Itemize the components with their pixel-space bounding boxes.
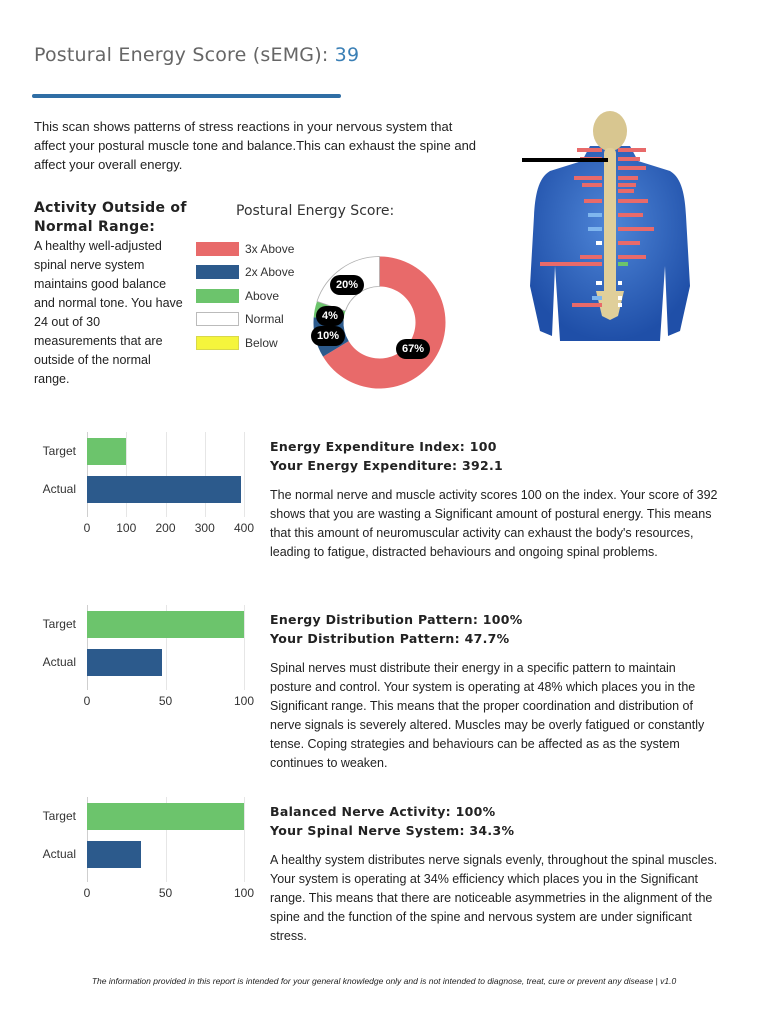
- spine-reading-left: [596, 281, 602, 285]
- legend-label: 3x Above: [245, 241, 295, 256]
- spine-reading-right: [618, 303, 622, 307]
- legend-swatch-3x-above: [196, 242, 239, 256]
- y-category-label: Actual: [42, 847, 76, 861]
- bar-target: [87, 611, 244, 638]
- spine-reading-left: [577, 148, 602, 152]
- x-tick-label: 100: [233, 694, 255, 708]
- page-title-text: Postural Energy Score (sEMG):: [34, 44, 335, 66]
- spine-scan-figure: [520, 106, 700, 341]
- section-heading: Energy Distribution Pattern: 100%: [270, 612, 523, 627]
- section-text: A healthy system distributes nerve signals evenly, throughout the spinal muscles. Your system is operating at 34% efficiency which places you in the Significant range. This means that there are noticeable asymmetries in the alignment of the spine and the function of the spine and nervous system are under significant stress.: [270, 853, 718, 943]
- spine-reading-right: [618, 157, 640, 161]
- pie-legend: [196, 237, 294, 355]
- spine-reading-right: [618, 255, 646, 259]
- x-tick-label: 100: [233, 886, 255, 900]
- pie-data-label: 4%: [316, 306, 344, 326]
- bar-actual: [87, 649, 162, 676]
- x-tick-label: 200: [155, 521, 176, 535]
- spine-reading-left: [596, 241, 602, 245]
- legend-label: Below: [245, 335, 278, 350]
- y-category-label: Target: [42, 617, 76, 631]
- gridline: [126, 432, 127, 517]
- skull-icon: [593, 111, 627, 151]
- energy-expenditure-section: [270, 437, 720, 562]
- legend-item: [196, 284, 294, 308]
- spine-reading-right: [618, 148, 646, 152]
- x-tick-label: 400: [233, 521, 255, 535]
- legend-item: [196, 331, 294, 355]
- posture-score: 39: [334, 44, 360, 66]
- pie-chart-title: Postural Energy Score:: [236, 203, 395, 219]
- energy-distribution-section: [270, 610, 720, 773]
- title-divider: [32, 94, 341, 98]
- gridline: [166, 432, 167, 517]
- section-text: The normal nerve and muscle activity scores 100 on the index. Your score of 392 shows that you are wasting a Significant amount of postural energy. This means that this amount of neuromuscular activity can exhaust the body's resources, leading to fatigue, distracted behaviours and ongoing spinal problems.: [270, 488, 718, 559]
- gridline: [244, 797, 245, 882]
- balanced-nerve-section: [270, 802, 720, 946]
- spine-reading-right: [618, 166, 646, 170]
- spine-reading-right: [618, 281, 622, 285]
- spine-reading-left: [588, 227, 602, 231]
- spine-reading-right: [618, 183, 636, 187]
- spine-reading-left: [582, 183, 602, 187]
- legend-swatch-below: [196, 336, 239, 350]
- gridline: [244, 605, 245, 690]
- legend-swatch-above: [196, 289, 239, 303]
- spine-reading-right: [618, 199, 648, 203]
- legend-label: Normal: [245, 312, 284, 327]
- energy-distribution-chart: [26, 605, 258, 720]
- legend-label: Above: [245, 288, 280, 303]
- balanced-nerve-chart: [26, 797, 258, 912]
- gridline: [205, 432, 206, 517]
- intro-text: This scan shows patterns of stress reactions in your nervous system that affect your postural muscle tone and balance.This can exhaust the spine and affect your overall energy.: [34, 119, 477, 172]
- x-tick-label: 100: [116, 521, 137, 535]
- page-title: [34, 44, 359, 66]
- section-text: Spinal nerves must distribute their energy in a specific pattern to maintain posture and control. Your system is operating at 48% which places you in the Significant range. This means that the proper coordination and distribution of nerve signals is severely altered. Muscles may be overly fatigued or constantly tense. Coping strategies and behaviours can be affected as as the system continues to weaken.: [270, 661, 705, 770]
- legend-swatch-2x-above: [196, 265, 239, 279]
- spine-reading-right: [618, 262, 628, 266]
- x-tick-label: 50: [158, 886, 173, 900]
- pointer-line: [522, 158, 608, 162]
- bar-target: [87, 438, 126, 465]
- spine-reading-right: [618, 176, 638, 180]
- spine-reading-right: [618, 213, 643, 217]
- x-tick-label: 0: [83, 886, 91, 900]
- legend-item: [196, 308, 294, 332]
- y-category-label: Target: [42, 444, 76, 458]
- bar-actual: [87, 841, 141, 868]
- x-tick-label: 0: [83, 521, 91, 535]
- disclaimer-footer: The information provided in this report is intended for your general knowledge only and is not intended to diagnose, treat, cure or prevent any disease | v1.0: [91, 976, 677, 986]
- spine-reading-left: [592, 296, 602, 300]
- y-category-label: Actual: [42, 482, 76, 496]
- legend-label: 2x Above: [245, 265, 295, 280]
- pie-data-label: 67%: [396, 339, 430, 359]
- pie-data-label: 10%: [311, 326, 345, 346]
- pie-data-label: 20%: [330, 275, 364, 295]
- spine-column: [604, 148, 616, 296]
- spine-reading-left: [574, 176, 602, 180]
- x-tick-label: 50: [158, 694, 173, 708]
- spine-reading-right: [618, 189, 634, 193]
- spine-reading-right: [618, 296, 622, 300]
- x-tick-label: 0: [83, 694, 91, 708]
- spine-reading-left: [584, 199, 602, 203]
- gridline: [244, 432, 245, 517]
- legend-item: [196, 237, 294, 261]
- activity-heading: Activity Outside of Normal Range:: [34, 200, 187, 235]
- spine-reading-right: [618, 241, 640, 245]
- legend-swatch-normal: [196, 312, 239, 326]
- y-category-label: Target: [42, 809, 76, 823]
- energy-expenditure-chart: [26, 432, 258, 547]
- spine-reading-right: [618, 227, 654, 231]
- legend-item: [196, 261, 294, 285]
- section-heading: Energy Expenditure Index: 100: [270, 439, 497, 454]
- section-subheading: Your Distribution Pattern: 47.7%: [270, 631, 510, 646]
- bar-target: [87, 803, 244, 830]
- spine-reading-left: [580, 255, 602, 259]
- activity-text: A healthy well-adjusted spinal nerve system maintains good balance and normal tone. You have 24 out of 30 measurements that are outside of the normal range.: [34, 239, 183, 386]
- spine-reading-left: [540, 262, 602, 266]
- bar-actual: [87, 476, 241, 503]
- section-subheading: Your Energy Expenditure: 392.1: [270, 458, 503, 473]
- section-heading: Balanced Nerve Activity: 100%: [270, 804, 496, 819]
- section-subheading: Your Spinal Nerve System: 34.3%: [270, 823, 515, 838]
- spine-reading-left: [572, 303, 602, 307]
- spine-reading-left: [588, 213, 602, 217]
- y-category-label: Actual: [42, 655, 76, 669]
- x-tick-label: 300: [194, 521, 215, 535]
